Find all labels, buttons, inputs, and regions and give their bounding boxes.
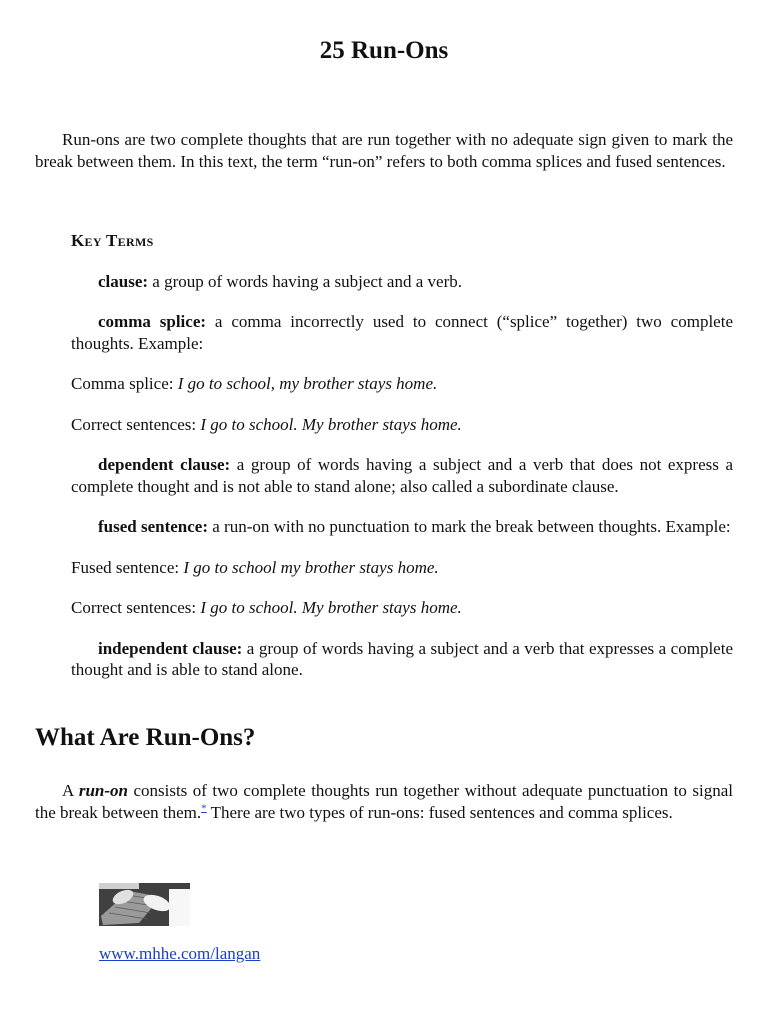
section-heading: What Are Run-Ons? [35, 724, 256, 751]
example-label: Correct sentences: [71, 414, 201, 434]
footnote-link[interactable]: * [201, 801, 207, 814]
example-label: Comma splice: [71, 374, 178, 393]
chapter-title: 25 Run-Ons [319, 37, 449, 64]
term-fused-sentence-label: fused sentence: [98, 517, 209, 536]
term-clause-definition: a group of words having a subject and a verb. [148, 271, 462, 291]
term-comma-splice [71, 311, 733, 354]
example-text: I go to school. My brother stays home. [200, 598, 462, 617]
paragraph-text: There are two types of run-ons: fused sentences and comma splices. [206, 802, 673, 822]
example-correct-1 [71, 414, 733, 436]
section-paragraph [35, 780, 733, 823]
term-clause [71, 271, 733, 293]
run-on-term: run-on [78, 781, 128, 800]
publisher-link[interactable]: www.mhhe.com/langan [99, 944, 261, 963]
example-correct-2 [71, 597, 733, 619]
example-comma-splice [71, 373, 733, 395]
paragraph-text: A [62, 781, 79, 800]
term-comma-splice-definition: a comma incorrectly used to connect (“splice” together) two complete thoughts. Example: [71, 312, 733, 353]
term-independent-clause [71, 638, 733, 681]
term-independent-clause-label: independent clause: [98, 638, 243, 658]
example-text: I go to school my brother stays home. [183, 557, 439, 577]
example-text: I go to school, my brother stays home. [177, 374, 438, 393]
hands-typing-on-keyboard-photo-graphic [99, 883, 190, 926]
term-comma-splice-label: comma splice: [98, 312, 207, 331]
term-fused-sentence [71, 516, 733, 538]
example-label: Correct sentences: [71, 598, 201, 617]
term-clause-label: clause: [98, 271, 149, 291]
term-independent-clause-definition: a group of words having a subject and a verb that expresses a complete thought and is able to stand alone. [71, 638, 733, 679]
hands-typing-on-keyboard-photo [99, 883, 190, 926]
term-fused-sentence-definition: a run-on with no punctuation to mark the break between thoughts. Example: [208, 517, 731, 536]
key-terms-heading: Key Terms [71, 231, 154, 250]
term-dependent-clause-definition: a group of words having a subject and a verb that does not express a complete thought and is not able to stand alone; also called a subordinate clause. [71, 455, 733, 496]
example-label: Fused sentence: [71, 557, 184, 577]
term-dependent-clause [71, 454, 733, 497]
key-terms-box [71, 230, 733, 700]
example-fused-sentence [71, 557, 733, 579]
paragraph-text: consists of two complete thoughts run together without adequate punctuation to signal the break between them. [35, 781, 733, 822]
example-text: I go to school. My brother stays home. [200, 414, 462, 434]
intro-paragraph: Run-ons are two complete thoughts that are run together with no adequate sign given to mark the break between them. In this text, the term “run-on” refers to both comma splices and fused sentences. [35, 130, 733, 171]
term-dependent-clause-label: dependent clause: [98, 455, 231, 474]
